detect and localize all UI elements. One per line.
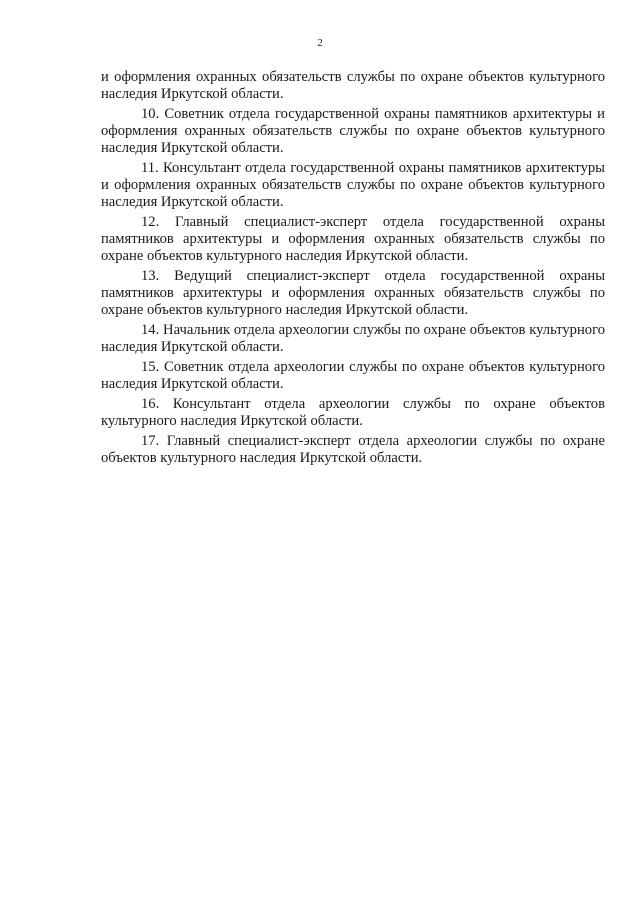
list-item: 15. Советник отдела археологии службы по охране объектов культурного наследия Иркутской области.	[101, 359, 605, 392]
list-item: 10. Советник отдела государственной охраны памятников архитектуры и оформления охранных обязательств службы по охране объектов культурного наследия Иркутской области.	[101, 106, 605, 156]
list-item: 12. Главный специалист-эксперт отдела государственной охраны памятников архитектуры и оформления охранных обязательств службы по охране объектов культурного наследия Иркутской области.	[101, 214, 605, 264]
list-item: 16. Консультант отдела археологии службы по охране объектов культурного наследия Иркутской области.	[101, 396, 605, 429]
list-item: 11. Консультант отдела государственной охраны памятников архитектуры и оформления охранных обязательств службы по охране объектов культурного наследия Иркутской области.	[101, 160, 605, 210]
list-item: 17. Главный специалист-эксперт отдела археологии службы по охране объектов культурного наследия Иркутской области.	[101, 433, 605, 466]
continuation-paragraph: и оформления охранных обязательств службы по охране объектов культурного наследия Иркутской области.	[101, 69, 605, 102]
list-item: 14. Начальник отдела археологии службы по охране объектов культурного наследия Иркутской области.	[101, 322, 605, 355]
document-body	[101, 69, 605, 470]
page-number: 2	[317, 37, 323, 49]
list-item: 13. Ведущий специалист-эксперт отдела государственной охраны памятников архитектуры и оформления охранных обязательств службы по охране объектов культурного наследия Иркутской области.	[101, 268, 605, 318]
